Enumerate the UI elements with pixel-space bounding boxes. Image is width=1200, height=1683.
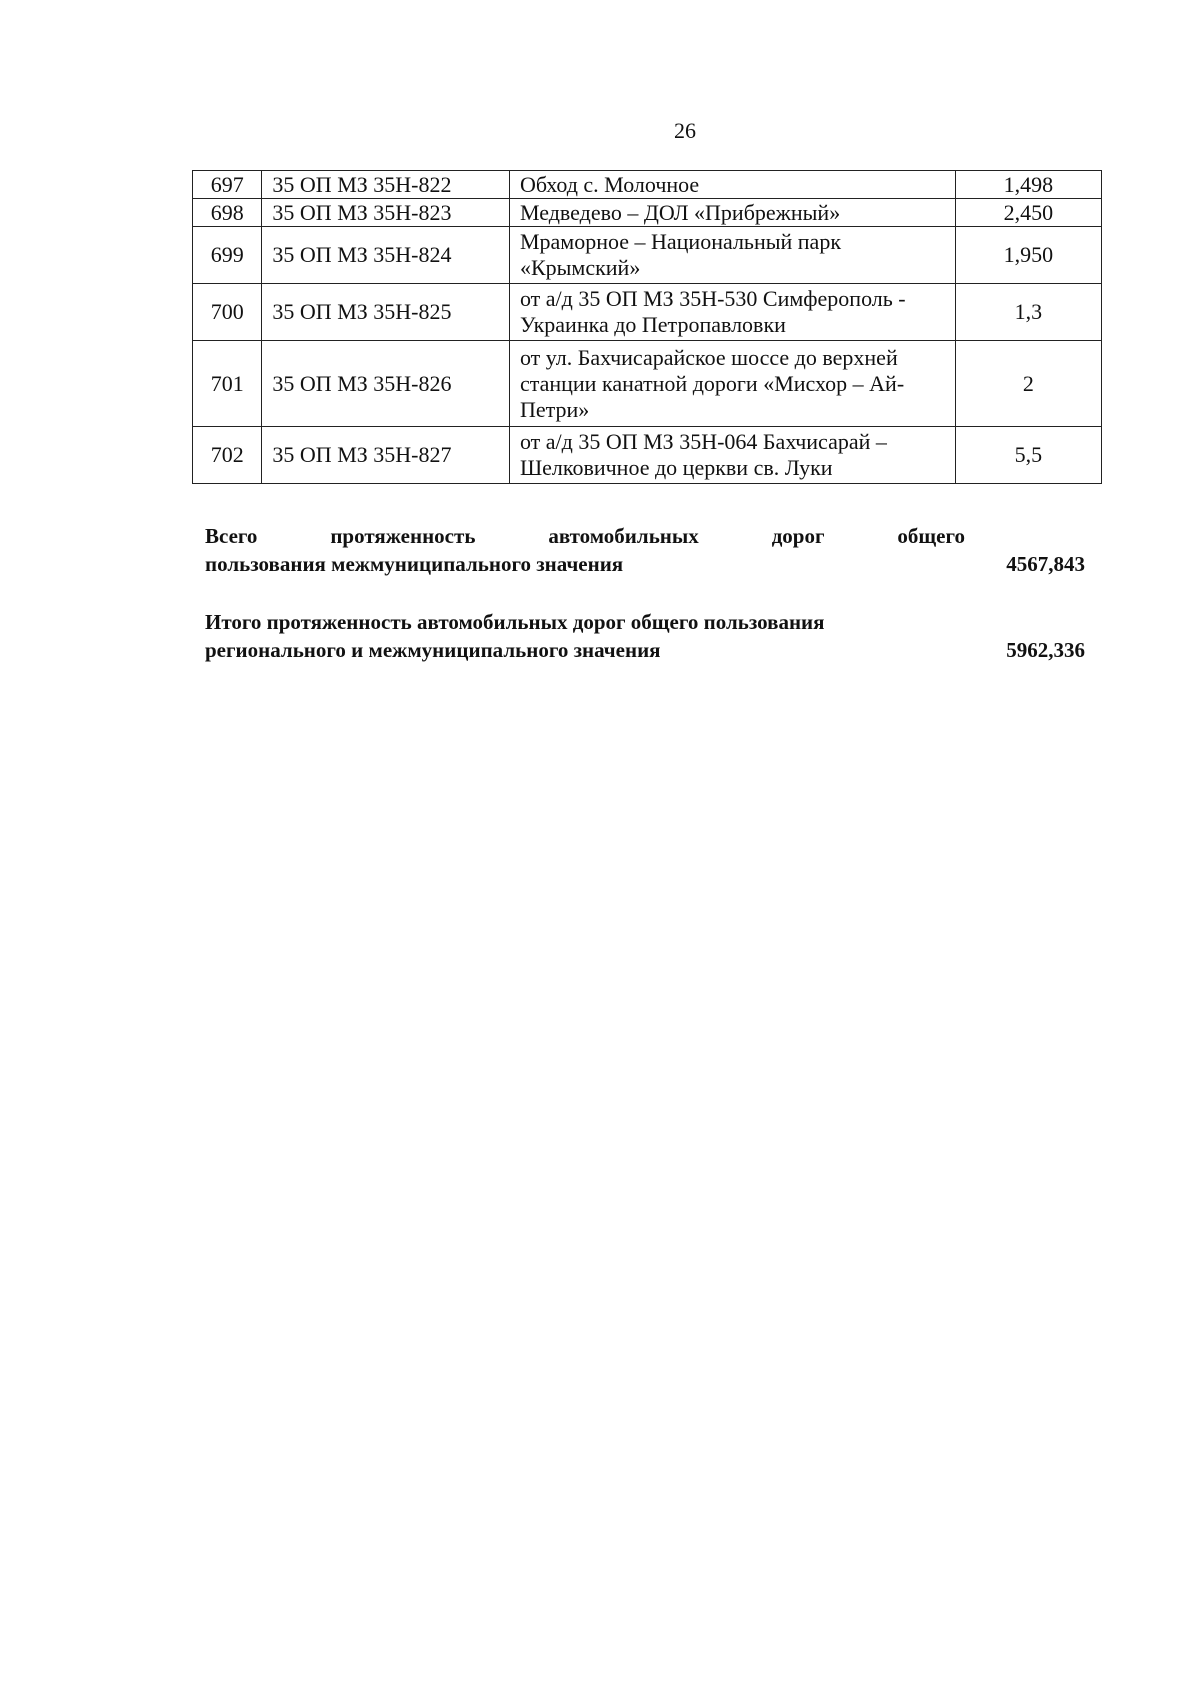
intermunicipal-total-label-line1 <box>205 522 965 550</box>
summary-word: дорог <box>771 524 825 548</box>
road-code: 35 ОП МЗ 35Н-823 <box>262 199 510 227</box>
grand-total-label-line1: Итого протяженность автомобильных дорог общего пользования <box>205 610 825 634</box>
road-code: 35 ОП МЗ 35Н-825 <box>262 284 510 341</box>
intermunicipal-total <box>205 522 1085 578</box>
road-name: от а/д 35 ОП МЗ 35Н-530 Симферополь - Украинка до Петропавловки <box>509 284 955 341</box>
road-length: 1,498 <box>955 171 1101 199</box>
row-number: 702 <box>193 427 262 484</box>
table-row <box>193 227 1102 284</box>
road-code: 35 ОП МЗ 35Н-827 <box>262 427 510 484</box>
road-length: 2,450 <box>955 199 1101 227</box>
table-row <box>193 284 1102 341</box>
summary-word: Всего <box>205 524 258 548</box>
road-name: Обход с. Молочное <box>509 171 955 199</box>
row-number: 700 <box>193 284 262 341</box>
road-length: 5,5 <box>955 427 1101 484</box>
row-number: 701 <box>193 341 262 427</box>
summary-word: протяженность <box>330 524 476 548</box>
intermunicipal-total-label-line2: пользования межмуниципального значения <box>205 552 624 576</box>
road-name: Медведево – ДОЛ «Прибрежный» <box>509 199 955 227</box>
road-code: 35 ОП МЗ 35Н-824 <box>262 227 510 284</box>
road-code: 35 ОП МЗ 35Н-822 <box>262 171 510 199</box>
road-code: 35 ОП МЗ 35Н-826 <box>262 341 510 427</box>
road-name: Мраморное – Национальный парк «Крымский» <box>509 227 955 284</box>
row-number: 697 <box>193 171 262 199</box>
road-name: от а/д 35 ОП МЗ 35Н-064 Бахчисарай – Шелковичное до церкви св. Луки <box>509 427 955 484</box>
page-number: 26 <box>674 118 696 143</box>
road-length: 1,950 <box>955 227 1101 284</box>
grand-total-value: 5962,336 <box>1006 638 1085 662</box>
road-length: 2 <box>955 341 1101 427</box>
table-row <box>193 171 1102 199</box>
grand-total <box>205 608 1085 664</box>
table-row <box>193 427 1102 484</box>
intermunicipal-total-value: 4567,843 <box>1006 552 1085 576</box>
table-row <box>193 199 1102 227</box>
row-number: 698 <box>193 199 262 227</box>
grand-total-label-line2: регионального и межмуниципального значения <box>205 638 661 662</box>
summary-word: автомобильных <box>548 524 699 548</box>
row-number: 699 <box>193 227 262 284</box>
road-length: 1,3 <box>955 284 1101 341</box>
table-row <box>193 341 1102 427</box>
roads-table <box>192 170 1102 484</box>
summary-word: общего <box>897 524 965 548</box>
road-name: от ул. Бахчисарайское шоссе до верхней станции канатной дороги «Мисхор – Ай-Петри» <box>509 341 955 427</box>
